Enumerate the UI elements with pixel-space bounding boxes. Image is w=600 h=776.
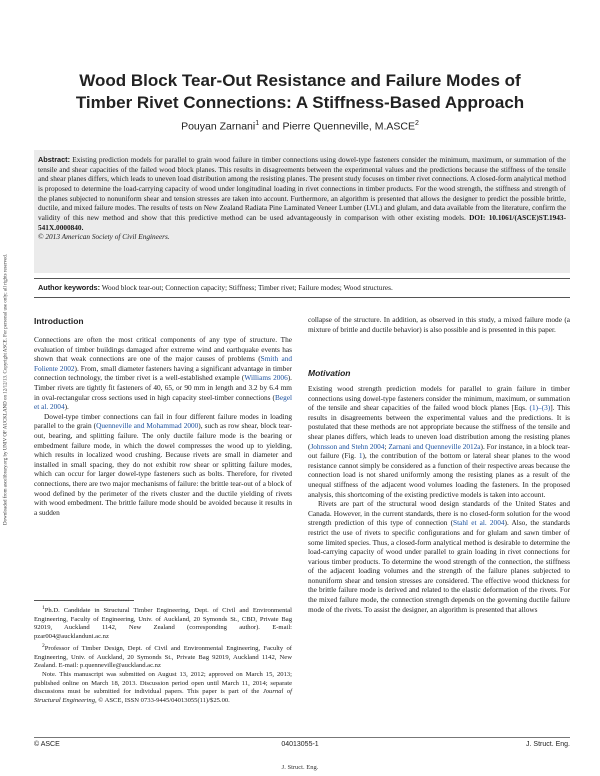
- citation-link[interactable]: Stahl et al. 2004: [453, 518, 505, 528]
- author-1: Pouyan Zarnani: [181, 120, 256, 133]
- abstract-label: Abstract:: [38, 155, 71, 164]
- intro-paragraph-2: Dowel-type timber connections can fail in four different failure modes in loading parallel to the grain (Quenneville and Mohammad 2000), such as row shear, block tear-out, bearing, and splitting failure. The only ductile failure mode is the bearing or embedment failure mode, in which the dowel compresses the wood up to yielding, which results in localized wood crushing. Because rivets are small in diameter and installed in small spacing, they do not exhibit row shear or splitting failure modes, which can occur for larger dowel-type fasteners such as bolts. Therefore, for riveted connections, there are two major mechanisms of failure: the brittle tear-out of a block of wood defined by the perimeter of the rivets cluster and the ductile yielding of rivets with wood embedment. The brittle failure mode should be avoided because it results in a sudden: [34, 411, 293, 517]
- author-1-superscript: 1: [255, 120, 260, 127]
- author-2-superscript: 2: [414, 120, 419, 127]
- motivation-paragraph-2: Rivets are part of the structural wood design standards of the United States and Canada. However, in the current standards, there is no closed-form solution for the wood strength prediction of this type of connection (Stahl et al. 2004). Also, the standards restrict the use of rivets to specific configurations and for glulam and sawn timber of some limited species. Thus, a closed-form analytical method is desirable to determine the load-carrying capacity of wood under parallel to grain loading in rivet connections for various timber products. To determine the wood strength of the connection, the stiffness of the adjacent loading volumes and the strength of the failure planes subjected to nonuniform shear and tension stresses are considered. The effective wood thickness for the brittle failure mode is derived and related to the elastic deformation of the rivets. For the mixed failure mode, the connection strength depends on the governing ductile failure mode of the rivets. To assist the designer, an algorithm is presented that allows: [308, 499, 570, 614]
- figure-link[interactable]: 1: [358, 451, 363, 461]
- footnote-2: $^2$Professor of Timber Design, Dept. of Civil and Environmental Engineering, Faculty of Engineering, Univ. of Auckland, 20 Symonds St., Private Bag 92019, Auckland 1142, New Zealand. E-mail: p.quenneville@auckland.ac.nz: [34, 642, 292, 670]
- footer-divider: [34, 737, 570, 738]
- download-sidebar-note: Downloaded from ascelibrary.org by UNIV OF AUCKLAND on 12/12/13. Copyright ASCE. For personal use only; all rights reserved.: [3, 254, 9, 525]
- citation-link[interactable]: Begel et al. 2004: [34, 392, 292, 412]
- paper-title: [40, 70, 560, 114]
- equation-link[interactable]: (1)–(3): [529, 403, 551, 413]
- citation-link[interactable]: Quenneville and Mohammad 2000: [96, 421, 199, 431]
- left-column-body: [34, 335, 292, 517]
- right-column-top: [308, 315, 570, 334]
- bottom-journal-label: J. Struct. Eng.: [281, 764, 319, 771]
- citation-link[interactable]: Johnsson and Stehn 2004: [310, 441, 385, 451]
- footnote-3: Note. This manuscript was submitted on August 13, 2012; approved on March 15, 2013; published online on March 18, 2013. Discussion period open until March 11, 2014; separate discussions must be submitted for individual papers. This paper is part of the Journal of Structural Engineering, © ASCE, ISSN 0733-9445/04013055(11)/$25.00.: [34, 671, 292, 704]
- footer-journal: J. Struct. Eng.: [526, 741, 570, 748]
- footnotes: [34, 604, 292, 706]
- author-line: [40, 120, 560, 133]
- right-paragraph-1: collapse of the structure. In addition, as observed in this study, a mixed failure mode (a mixture of brittle and ductile behavior) is also possible and is presented in this paper.: [308, 315, 570, 334]
- introduction-heading: Introduction: [34, 316, 84, 326]
- footer-copyright: © ASCE: [34, 741, 60, 748]
- title-line-1: Wood Block Tear-Out Resistance and Failure Modes of: [79, 71, 521, 90]
- keywords-bottom-divider: [34, 297, 570, 298]
- title-line-2: Timber Rivet Connections: A Stiffness-Based Approach: [75, 93, 525, 112]
- keywords-text: Wood block tear-out; Connection capacity; Stiffness; Timber rivet; Failure modes; Wood structures.: [100, 283, 393, 292]
- right-column-body: [308, 384, 570, 614]
- footer-page-id: 04013055-1: [281, 741, 319, 748]
- abstract: [38, 155, 566, 242]
- citation-link[interactable]: Williams 2006: [244, 373, 288, 383]
- footnote-1: $^1$Ph.D. Candidate in Structural Timber Engineering, Dept. of Civil and Environmental Engineering, Faculty of Engineering, Univ. of Auckland, 20 Symonds St., CBD, Private Bag 92019, Auckland 1142, New Zealand (corresponding author). E-mail: pzar004@aucklanduni.ac.nz: [34, 605, 292, 640]
- keywords-label: Author keywords:: [38, 283, 101, 292]
- keywords-top-divider: [34, 278, 570, 279]
- intro-paragraph-1: Connections are often the most critical components of any type of structure. The evaluation of timber buildings damaged after extreme wind and earthquake events has shown that weak connections are one of the major causes of problems (Smith and Foliente 2002). From, small diameter fasteners having a significant advantage in timber connection technology, the timber rivet is a well-established example (Williams 2006). Timber rivets are tightly fit fasteners of 40, 65, or 90 mm in length and 3.2 by 6.4 mm in oval-rectangular cross sections used in high capacity steel-timber connections (Begel et al. 2004).: [34, 335, 292, 412]
- abstract-doi[interactable]: DOI: 10.1061/(ASCE)ST.1943-541X.0000840.: [38, 212, 566, 232]
- author-keywords: [38, 283, 566, 292]
- abstract-copyright: © 2013 American Society of Civil Engineers.: [38, 232, 170, 242]
- motivation-heading: Motivation: [308, 368, 351, 378]
- citation-link[interactable]: Zarnani and Quenneville 2012a: [388, 441, 481, 451]
- author-connector: and: [259, 120, 283, 133]
- citation-link[interactable]: Smith and Foliente 2002: [34, 354, 292, 373]
- author-2: Pierre Quenneville, M.ASCE: [282, 120, 415, 133]
- abstract-text: Existing prediction models for parallel to grain wood failure in timber connections using dowel-type fasteners consider the minimum, maximum, or summation of the tensile and shear capacities of the failed wood block planes. This results in disagreements between the experimental values and the predictions because the stiffness of the tensile and shear planes differs, which leads to uneven load distribution among the resisting planes. The present study focuses on timber rivet connections. A closed-form analytical method is proposed to determine the load-carrying capacity of wood under longitudinal loading in rivet connections in timber products. For the wood strength, the stiffness and strength of the planes subjected to nonuniform shear and tension stresses are taken into account. Furthermore, an algorithm is presented that allows the designer to predict the possible brittle, ductile, and mixed failure modes. The results of tests on New Zealand Radiata Pine Laminated Veneer Lumber (LVL) and glulam, and data available from the literature, confirm the validity of this new method and show that this predictive method can be used advantageously in comparison with other existing models.: [38, 155, 566, 222]
- footnote-divider: [34, 600, 134, 601]
- motivation-paragraph-1: Existing wood strength prediction models for parallel to grain failure in timber connections using dowel-type fasteners consider the minimum, maximum, or summation of the tensile and shear capacities of the failed wood block planes [Eqs. (1)–(3)]. This results in disagreements between the experimental values and the predictions. It is postulated that these methods are not appropriate because the stiffness of the tensile and shear planes differs, which leads to uneven load distribution among the resisting planes (Johnsson and Stehn 2004; Zarnani and Quenneville 2012a). For instance, in a block tear-out failure (Fig. 1), the contribution of the bottom or lateral shear planes to the wood resistance cannot simply be considered as a function of their respective areas because the connection load is not shared uniformly among the resisting planes as a result of the unequal stiffness of the adjacent wood volumes loading the fasteners. In the proposed analysis, this shortcoming of the existing predictive models is taken into account.: [308, 384, 571, 499]
